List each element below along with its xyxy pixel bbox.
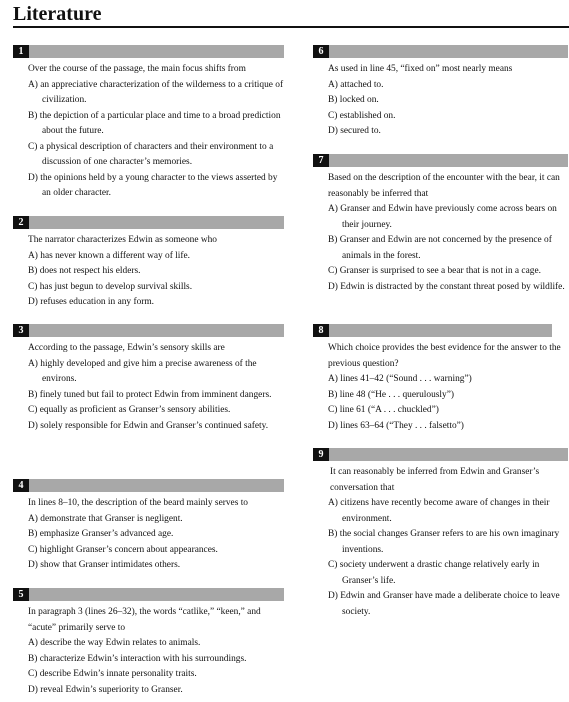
option-text: line 48 (“He . . . querulously”) bbox=[339, 389, 455, 400]
option-letter: B) bbox=[328, 95, 338, 105]
option-letter: D) bbox=[28, 684, 38, 695]
option-letter: C) bbox=[28, 544, 38, 555]
question-stem: In lines 8–10, the description of the beard mainly serves to bbox=[28, 498, 248, 508]
question-stem: It can reasonably be inferred from Edwin and Granser’s conversation that bbox=[330, 467, 540, 493]
answer-option-b[interactable] bbox=[13, 527, 284, 543]
option-text: refuses education in any form. bbox=[40, 297, 155, 307]
answer-option-a[interactable] bbox=[313, 372, 569, 388]
question-header-bar bbox=[29, 479, 284, 492]
option-text: the depiction of a particular place and time to a broad prediction about the future. bbox=[39, 110, 281, 136]
option-letter: A) bbox=[28, 250, 38, 261]
answer-option-c[interactable] bbox=[313, 264, 569, 280]
question-number: 4 bbox=[13, 479, 29, 492]
option-text: lines 63–64 (“They . . . falsetto”) bbox=[340, 420, 464, 431]
option-text: reveal Edwin’s superiority to Granser. bbox=[40, 684, 183, 695]
option-letter: D) bbox=[328, 281, 338, 292]
option-text: citizens have recently become aware of changes in their environment. bbox=[340, 498, 550, 524]
answer-option-b[interactable] bbox=[13, 388, 284, 404]
answer-option-d[interactable] bbox=[313, 124, 569, 140]
option-text: society underwent a drastic change relatively early in Granser’s life. bbox=[339, 560, 540, 586]
option-letter: B) bbox=[328, 235, 338, 245]
option-text: highly developed and give him a precise awareness of the environs. bbox=[40, 358, 257, 384]
option-text: Edwin and Granser have made a deliberate choice to leave society. bbox=[340, 591, 560, 617]
answer-option-c[interactable] bbox=[13, 667, 284, 683]
page-title: Literature bbox=[13, 3, 102, 25]
option-letter: C) bbox=[328, 560, 338, 570]
option-text: an appreciative characterization of the wilderness to a critique of civilization. bbox=[40, 79, 284, 105]
question-4 bbox=[13, 479, 284, 574]
answer-option-c[interactable] bbox=[313, 109, 569, 125]
option-letter: B) bbox=[28, 266, 38, 276]
option-letter: A) bbox=[28, 79, 38, 90]
answer-option-a[interactable] bbox=[13, 636, 284, 652]
option-text: has just begun to develop survival skills. bbox=[39, 281, 193, 292]
question-number: 2 bbox=[13, 216, 29, 229]
question-stem: As used in line 45, “fixed on” most nearly means bbox=[328, 64, 513, 74]
question-8 bbox=[313, 324, 569, 434]
question-stem: Based on the description of the encounter with the bear, it can reasonably be inferred that bbox=[328, 173, 560, 199]
question-header bbox=[13, 479, 284, 492]
question-stem: According to the passage, Edwin’s sensory skills are bbox=[28, 343, 225, 353]
option-text: lines 41–42 (“Sound . . . warning”) bbox=[340, 374, 472, 384]
option-letter: A) bbox=[328, 374, 338, 384]
option-letter: A) bbox=[28, 638, 38, 648]
option-text: demonstrate that Granser is negligent. bbox=[40, 513, 183, 524]
title-rule bbox=[13, 26, 569, 28]
answer-option-a[interactable] bbox=[313, 496, 569, 527]
option-letter: B) bbox=[28, 389, 38, 400]
answer-option-a[interactable] bbox=[13, 249, 284, 265]
question-header bbox=[313, 154, 569, 167]
question-6 bbox=[313, 45, 569, 140]
option-letter: A) bbox=[328, 204, 338, 214]
option-letter: A) bbox=[28, 513, 38, 524]
answer-option-c[interactable] bbox=[313, 558, 569, 589]
answer-option-d[interactable] bbox=[13, 683, 284, 699]
answer-option-d[interactable] bbox=[313, 280, 569, 296]
option-letter: C) bbox=[28, 141, 38, 152]
option-letter: D) bbox=[28, 420, 38, 431]
answer-option-a[interactable] bbox=[313, 78, 569, 94]
option-text: characterize Edwin’s interaction with his surroundings. bbox=[39, 653, 247, 664]
question-header-bar bbox=[329, 324, 552, 337]
answer-option-a[interactable] bbox=[13, 357, 284, 388]
answer-option-d[interactable] bbox=[313, 419, 569, 435]
question-header-bar bbox=[329, 45, 568, 58]
option-text: established on. bbox=[339, 110, 396, 121]
answer-option-a[interactable] bbox=[13, 78, 284, 109]
question-number: 5 bbox=[13, 588, 29, 601]
option-text: secured to. bbox=[340, 126, 381, 136]
question-stem: Over the course of the passage, the main focus shifts from bbox=[28, 64, 246, 74]
option-letter: D) bbox=[28, 172, 38, 183]
answer-option-a[interactable] bbox=[313, 202, 569, 233]
option-text: line 61 (“A . . . chuckled”) bbox=[339, 405, 439, 415]
option-text: Edwin is distracted by the constant threat posed by wildlife. bbox=[340, 281, 565, 292]
answer-option-b[interactable] bbox=[13, 652, 284, 668]
option-text: show that Granser intimidates others. bbox=[40, 560, 181, 570]
option-text: solely responsible for Edwin and Granser’s continued safety. bbox=[40, 420, 269, 431]
question-3 bbox=[13, 324, 284, 434]
answer-option-c[interactable] bbox=[13, 403, 284, 419]
option-letter: A) bbox=[28, 358, 38, 369]
question-number: 8 bbox=[313, 324, 329, 337]
question-header-bar bbox=[29, 588, 284, 601]
option-letter: B) bbox=[28, 653, 38, 664]
question-header-bar bbox=[29, 216, 284, 229]
question-header-bar bbox=[29, 324, 284, 337]
option-text: highlight Granser’s concern about appearances. bbox=[39, 544, 218, 555]
option-text: Granser and Edwin have previously come across bears on their journey. bbox=[340, 204, 557, 230]
question-header bbox=[313, 448, 569, 461]
option-letter: B) bbox=[28, 110, 38, 121]
option-letter: D) bbox=[328, 591, 338, 601]
option-letter: C) bbox=[28, 669, 38, 679]
option-letter: C) bbox=[328, 266, 338, 276]
question-header-bar bbox=[329, 154, 568, 167]
answer-option-d[interactable] bbox=[13, 171, 284, 202]
answer-option-b[interactable] bbox=[313, 93, 569, 109]
option-text: does not respect his elders. bbox=[39, 266, 141, 276]
answer-option-c[interactable] bbox=[313, 403, 569, 419]
answer-option-c[interactable] bbox=[13, 543, 284, 559]
option-text: Granser and Edwin are not concerned by the presence of animals in the forest. bbox=[339, 235, 552, 261]
option-text: locked on. bbox=[339, 95, 379, 105]
option-letter: A) bbox=[328, 498, 338, 508]
answer-option-b[interactable] bbox=[313, 388, 569, 404]
answer-option-d[interactable] bbox=[13, 419, 284, 435]
question-number: 7 bbox=[313, 154, 329, 167]
option-letter: C) bbox=[28, 281, 38, 292]
question-2 bbox=[13, 216, 284, 311]
option-text: has never known a different way of life. bbox=[40, 250, 191, 261]
answer-option-c[interactable] bbox=[13, 140, 284, 171]
option-text: equally as proficient as Granser’s sensory abilities. bbox=[39, 405, 231, 415]
question-header bbox=[313, 45, 569, 58]
question-header bbox=[13, 324, 284, 337]
option-letter: D) bbox=[328, 126, 338, 136]
option-text: attached to. bbox=[340, 79, 384, 90]
option-letter: D) bbox=[328, 420, 338, 431]
answer-option-c[interactable] bbox=[13, 280, 284, 296]
question-header-bar bbox=[29, 45, 284, 58]
answer-option-b[interactable] bbox=[13, 264, 284, 280]
question-9 bbox=[313, 448, 569, 620]
question-stem: The narrator characterizes Edwin as someone who bbox=[28, 235, 217, 245]
answer-option-b[interactable] bbox=[313, 233, 569, 264]
answer-option-b[interactable] bbox=[313, 527, 569, 558]
option-letter: A) bbox=[328, 79, 338, 90]
option-letter: D) bbox=[28, 560, 38, 570]
answer-option-a[interactable] bbox=[13, 512, 284, 528]
question-number: 1 bbox=[13, 45, 29, 58]
option-letter: B) bbox=[328, 389, 338, 400]
question-1 bbox=[13, 45, 284, 202]
question-header-bar bbox=[329, 448, 568, 461]
answer-option-d[interactable] bbox=[13, 295, 284, 311]
option-text: finely tuned but fail to protect Edwin from imminent dangers. bbox=[39, 389, 272, 400]
answer-option-d[interactable] bbox=[13, 558, 284, 574]
question-header bbox=[13, 588, 284, 601]
option-letter: C) bbox=[328, 405, 338, 415]
question-number: 6 bbox=[313, 45, 329, 58]
question-stem: Which choice provides the best evidence for the answer to the previous question? bbox=[328, 343, 561, 369]
question-stem: In paragraph 3 (lines 26–32), the words “catlike,” “keen,” and “acute” primarily serve to bbox=[28, 607, 261, 633]
option-letter: B) bbox=[328, 529, 338, 539]
question-number: 3 bbox=[13, 324, 29, 337]
option-text: the social changes Granser refers to are his own imaginary inventions. bbox=[339, 529, 560, 555]
option-text: a physical description of characters and their environment to a discussion of one character’s memories. bbox=[39, 141, 274, 167]
question-header bbox=[13, 45, 284, 58]
option-letter: B) bbox=[28, 529, 38, 539]
option-text: the opinions held by a young character to the views asserted by an older character. bbox=[40, 172, 278, 198]
option-text: describe Edwin’s innate personality traits. bbox=[39, 669, 197, 679]
question-5 bbox=[13, 588, 284, 698]
question-header bbox=[13, 216, 284, 229]
option-letter: D) bbox=[28, 297, 38, 307]
answer-option-b[interactable] bbox=[13, 109, 284, 140]
option-letter: C) bbox=[328, 110, 338, 121]
option-text: describe the way Edwin relates to animals. bbox=[40, 638, 201, 648]
option-text: emphasize Granser’s advanced age. bbox=[39, 529, 174, 539]
question-number: 9 bbox=[313, 448, 329, 461]
option-letter: C) bbox=[28, 405, 38, 415]
question-header bbox=[313, 324, 569, 337]
question-7 bbox=[313, 154, 569, 295]
option-text: Granser is surprised to see a bear that is not in a cage. bbox=[339, 266, 541, 276]
answer-option-d[interactable] bbox=[313, 589, 569, 620]
